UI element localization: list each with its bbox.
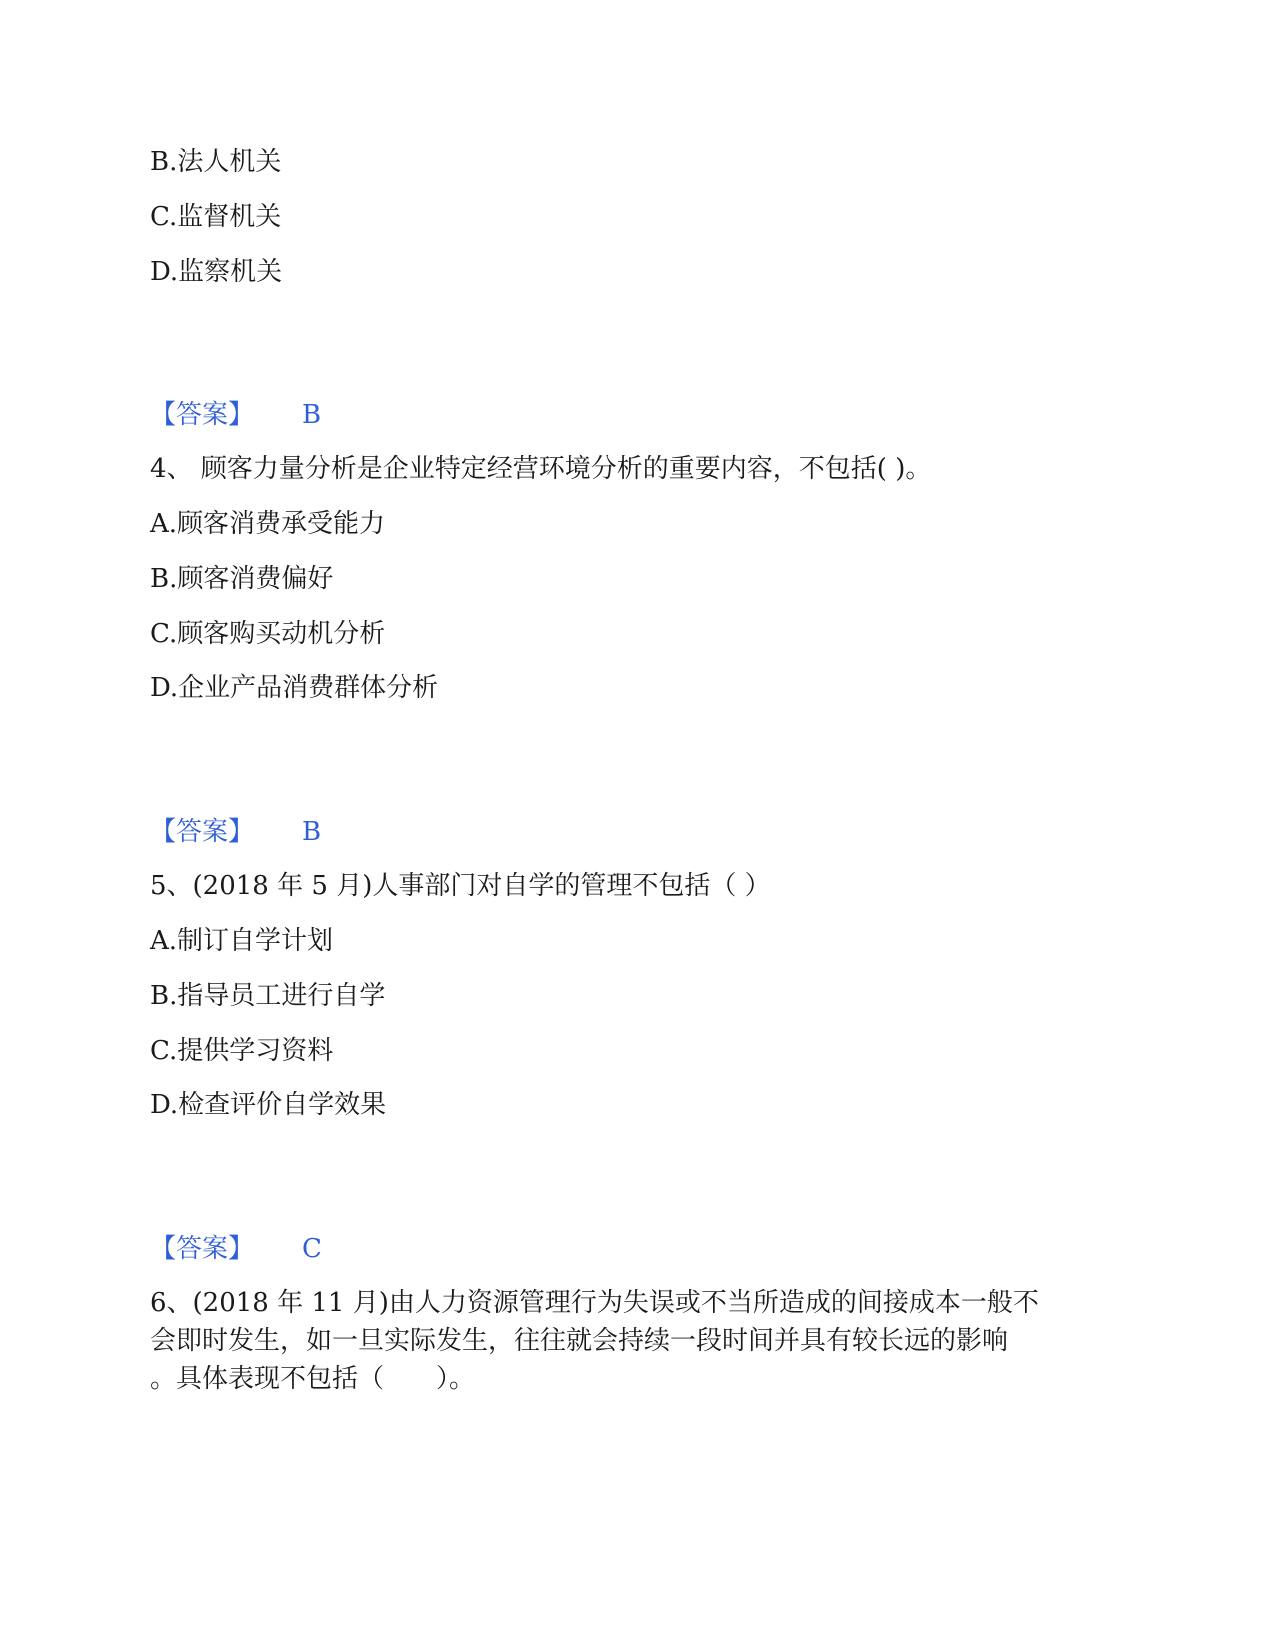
q3-answer xyxy=(150,398,321,432)
answer-value: B xyxy=(302,400,322,430)
answer-label: 【答案】 xyxy=(150,817,255,847)
q4-answer xyxy=(150,815,321,849)
q5-option-c: C.提供学习资料 xyxy=(150,1036,334,1066)
answer-value: C xyxy=(302,1234,322,1264)
q4-option-d: D.企业产品消费群体分析 xyxy=(150,673,439,703)
q5-stem: 5、(2018 年 5 月)人事部门对自学的管理不包括（ ） xyxy=(150,871,771,901)
answer-value: B xyxy=(302,817,322,847)
q5-option-d: D.检查评价自学效果 xyxy=(150,1090,387,1120)
q4-stem: 4、 顾客力量分析是企业特定经营环境分析的重要内容，不包括( )。 xyxy=(150,454,932,484)
q4-option-b: B.顾客消费偏好 xyxy=(150,564,334,594)
q3-option-b: B.法人机关 xyxy=(150,147,282,177)
q4-option-c: C.顾客购买动机分析 xyxy=(150,619,386,649)
q5-option-a: A.制订自学计划 xyxy=(150,926,334,956)
answer-label: 【答案】 xyxy=(150,1234,255,1264)
q5-answer xyxy=(150,1232,322,1266)
q3-option-c: C.监督机关 xyxy=(150,202,282,232)
q3-option-d: D.监察机关 xyxy=(150,257,283,287)
answer-label: 【答案】 xyxy=(150,400,255,430)
q6-stem-line-2: 会即时发生，如一旦实际发生，往往就会持续一段时间并具有较长远的影响 xyxy=(150,1326,1009,1356)
q6-stem-line-3: 。具体表现不包括（ ）。 xyxy=(150,1364,476,1394)
q5-option-b: B.指导员工进行自学 xyxy=(150,981,386,1011)
q6-stem-line-1: 6、(2018 年 11 月)由人力资源管理行为失误或不当所造成的间接成本一般不 xyxy=(150,1288,1039,1318)
q4-option-a: A.顾客消费承受能力 xyxy=(150,509,386,539)
